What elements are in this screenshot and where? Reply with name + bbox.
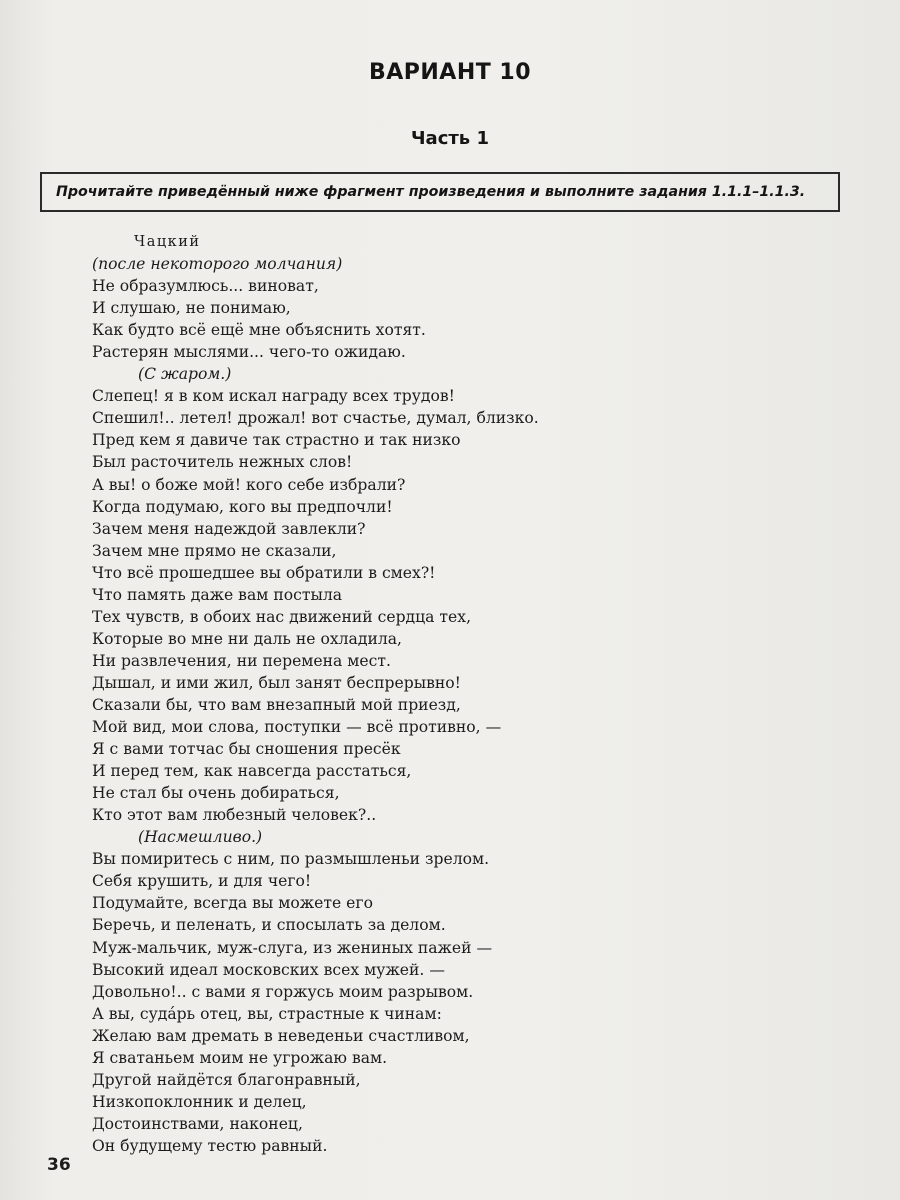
instruction-box — [40, 172, 840, 212]
variant-title: ВАРИАНТ 10 — [368, 60, 532, 85]
verse-line: Подумайте, всегда вы можете его — [92, 894, 373, 913]
verse-line: И перед тем, как навсегда расстаться, — [92, 762, 412, 781]
verse-line: Муж-мальчик, муж-слуга, из жениных пажей — — [92, 938, 493, 957]
poem-lines — [92, 253, 852, 1157]
verse-line: Пред кем я давиче так страстно и так низко — [92, 431, 461, 450]
verse-line: Когда подумаю, кого вы предпочли! — [92, 497, 393, 516]
verse-line: А вы, судáрь отец, вы, страстные к чинам: — [92, 1004, 442, 1023]
verse-line: Слепец! я в ком искал награду всех трудов! — [92, 387, 455, 406]
verse-line: Вы помиритесь с ним, по размышленьи зрелом. — [92, 850, 490, 869]
verse-line: И слушаю, не понимаю, — [92, 299, 291, 318]
verse-line: Я сватаньем моим не угрожаю вам. — [92, 1048, 388, 1067]
part-title: Часть 1 — [411, 128, 489, 149]
verse-line: Которые во мне ни даль не охладила, — [92, 629, 402, 648]
poem-fragment — [92, 231, 852, 1157]
verse-line: Ни развлечения, ни перемена мест. — [92, 651, 391, 670]
verse-line: Не стал бы очень добираться, — [92, 784, 340, 803]
verse-line: Что всё прошедшее вы обратили в смех?! — [92, 563, 436, 582]
verse-line: Другой найдётся благонравный, — [92, 1070, 361, 1089]
stage-direction: (Насмешливо.) — [138, 828, 263, 847]
verse-line: Не образумлюсь... виноват, — [92, 277, 319, 296]
verse-line: Я с вами тотчас бы сношения пресёк — [92, 740, 401, 759]
instruction-text: Прочитайте приведённый ниже фрагмент произведения и выполните задания 1.1.1–1.1.3. — [56, 184, 806, 200]
verse-line: Довольно!.. с вами я горжусь моим разрывом. — [92, 982, 474, 1001]
verse-line: Он будущему тестю равный. — [92, 1136, 328, 1155]
speaker-name: Чацкий — [134, 234, 201, 250]
stage-direction: (С жаром.) — [138, 365, 232, 384]
verse-line: Тех чувств, в обоих нас движений сердца тех, — [92, 607, 472, 626]
verse-line: Кто этот вам любезный человек?.. — [92, 806, 377, 825]
verse-line: Высокий идеал московских всех мужей. — — [92, 960, 445, 979]
verse-line: Зачем мне прямо не сказали, — [92, 541, 337, 560]
verse-line: А вы! о боже мой! кого себе избрали? — [92, 475, 406, 494]
verse-line: Желаю вам дремать в неведеньи счастливом, — [92, 1026, 470, 1045]
verse-line: Себя крушить, и для чего! — [92, 872, 312, 891]
verse-line: Растерян мыслями... чего-то ожидаю. — [92, 343, 406, 362]
verse-line: Как будто всё ещё мне объяснить хотят. — [92, 321, 426, 340]
verse-line: Беречь, и пеленать, и спосылать за делом. — [92, 916, 446, 935]
verse-line: Был расточитель нежных слов! — [92, 453, 353, 472]
page-number: 36 — [47, 1155, 71, 1175]
verse-line: Дышал, и ими жил, был занят беспрерывно! — [92, 673, 461, 692]
verse-line: Зачем меня надеждой завлекли? — [92, 519, 366, 538]
verse-line: Мой вид, мои слова, поступки — всё противно, — — [92, 718, 502, 737]
verse-line: Низкопоклонник и делец, — [92, 1092, 307, 1111]
verse-line: Спешил!.. летел! дрожал! вот счастье, думал, близко. — [92, 409, 539, 428]
verse-line: Что память даже вам постыла — [92, 585, 343, 604]
verse-line: Достоинствами, наконец, — [92, 1114, 303, 1133]
stage-direction: (после некоторого молчания) — [92, 255, 343, 274]
verse-line: Сказали бы, что вам внезапный мой приезд, — [92, 695, 461, 714]
